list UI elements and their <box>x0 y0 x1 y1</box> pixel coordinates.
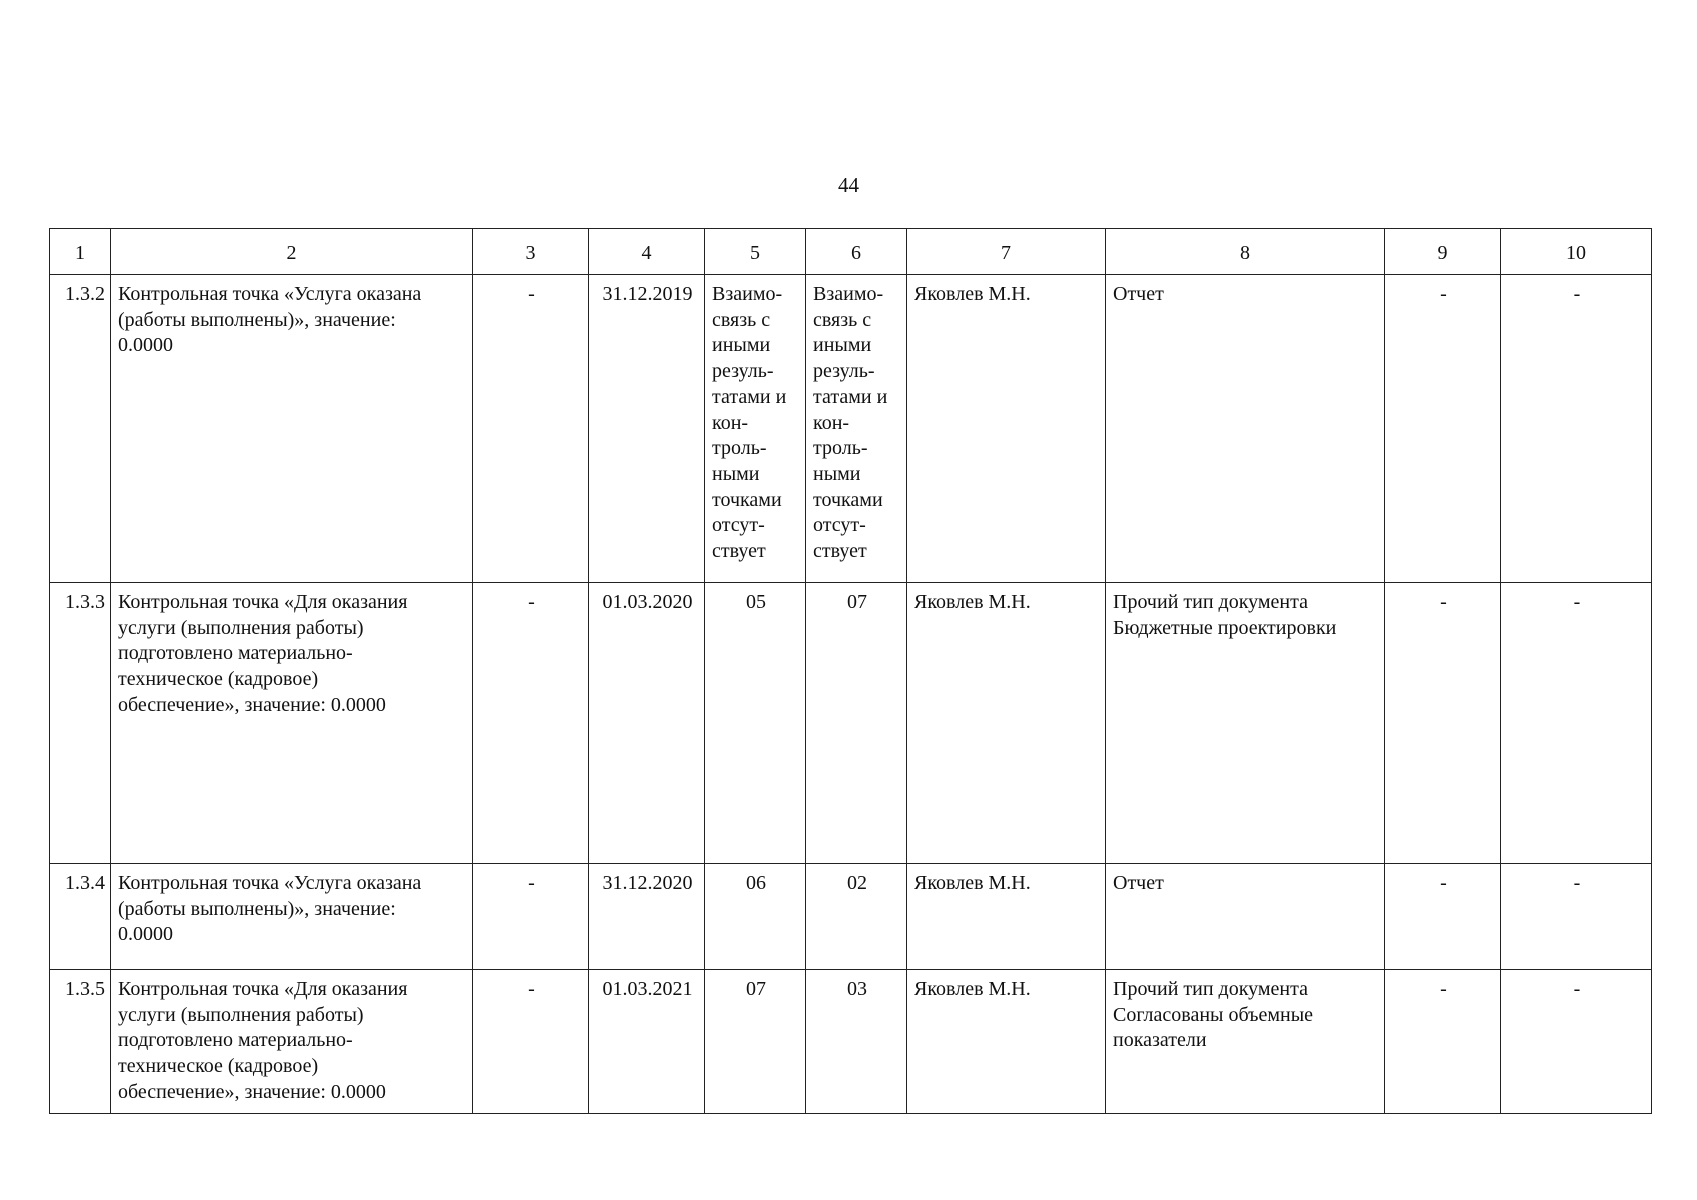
column-6-cell <box>806 583 907 864</box>
column-5-cell <box>705 275 806 583</box>
date-cell <box>589 970 705 1114</box>
column-6-cell <box>806 970 907 1114</box>
control-point-name-line: подготовлено материально- <box>118 1029 353 1052</box>
document-cell <box>1106 583 1385 864</box>
column-3-cell <box>473 864 589 970</box>
responsible-person: Яковлев М.Н. <box>914 283 1031 305</box>
row-number-cell <box>50 583 111 864</box>
row-number: 1.3.2 <box>65 283 105 305</box>
column-6-line: ствует <box>813 540 867 563</box>
column-9-cell <box>1385 583 1501 864</box>
date-cell <box>589 583 705 864</box>
column-5-line: резуль- <box>712 360 774 383</box>
control-point-name-line: Контрольная точка «Услуга оказана <box>118 872 422 894</box>
column-9-value: - <box>1440 283 1447 305</box>
column-6-line: кон- <box>813 411 850 434</box>
date-value: 31.12.2019 <box>602 283 693 305</box>
column-5-line: отсут- <box>712 514 765 537</box>
control-point-name-line: 0.0000 <box>118 923 173 946</box>
column-5-line: 05 <box>746 591 766 613</box>
row-number: 1.3.5 <box>65 978 105 1000</box>
control-point-name-line: Контрольная точка «Для оказания <box>118 591 408 613</box>
column-header: 10 <box>1501 229 1652 275</box>
control-point-name-line: (работы выполнены)», значение: <box>118 308 396 331</box>
table-row <box>50 275 1652 583</box>
column-9-cell <box>1385 275 1501 583</box>
document-type-line: Бюджетные проектировки <box>1113 616 1337 639</box>
column-6-line: отсут- <box>813 514 866 537</box>
column-9-cell <box>1385 864 1501 970</box>
column-10-cell <box>1501 864 1652 970</box>
column-3-cell <box>473 970 589 1114</box>
document-cell <box>1106 275 1385 583</box>
column-header: 2 <box>111 229 473 275</box>
date-value: 01.03.2020 <box>602 591 693 613</box>
column-3-value: - <box>528 978 535 1000</box>
responsible-person: Яковлев М.Н. <box>914 872 1031 894</box>
column-header: 4 <box>589 229 705 275</box>
column-9-value: - <box>1440 872 1447 894</box>
column-header: 1 <box>50 229 111 275</box>
date-value: 31.12.2020 <box>602 872 693 894</box>
date-value: 01.03.2021 <box>602 978 693 1000</box>
row-number-cell <box>50 970 111 1114</box>
column-5-line: связь с <box>712 308 771 331</box>
column-10-cell <box>1501 583 1652 864</box>
control-point-name-cell <box>111 275 473 583</box>
table-header-row <box>50 229 1652 275</box>
column-header: 9 <box>1385 229 1501 275</box>
column-header: 3 <box>473 229 589 275</box>
column-6-cell <box>806 275 907 583</box>
control-point-name-line: Контрольная точка «Услуга оказана <box>118 283 422 305</box>
column-5-line: иными <box>712 334 771 357</box>
control-points-table <box>49 228 1652 1114</box>
column-6-line: связь с <box>813 308 872 331</box>
column-6-line: ными <box>813 462 861 485</box>
control-point-name-line: Контрольная точка «Для оказания <box>118 978 408 1000</box>
row-number-cell <box>50 275 111 583</box>
document-cell <box>1106 864 1385 970</box>
column-header: 6 <box>806 229 907 275</box>
control-point-name-line: услуги (выполнения работы) <box>118 616 364 639</box>
column-5-line: 06 <box>746 872 766 894</box>
responsible-person: Яковлев М.Н. <box>914 591 1031 613</box>
column-3-cell <box>473 583 589 864</box>
row-number: 1.3.4 <box>65 872 105 894</box>
control-point-name-cell <box>111 970 473 1114</box>
column-header: 7 <box>907 229 1106 275</box>
column-header: 5 <box>705 229 806 275</box>
control-point-name-line: обеспечение», значение: 0.0000 <box>118 693 386 716</box>
column-5-line: троль- <box>712 437 767 460</box>
column-9-value: - <box>1440 591 1447 613</box>
column-10-cell <box>1501 970 1652 1114</box>
document-type-line: Согласованы объемные <box>1113 1003 1314 1026</box>
control-point-name-line: 0.0000 <box>118 334 173 357</box>
document-type-line: Отчет <box>1113 872 1164 894</box>
column-5-line: татами и <box>712 385 787 408</box>
page-number: 44 <box>838 173 859 197</box>
column-10-cell <box>1501 275 1652 583</box>
column-3-cell <box>473 275 589 583</box>
column-9-value: - <box>1440 978 1447 1000</box>
column-10-value: - <box>1573 872 1581 894</box>
control-point-name-line: (работы выполнены)», значение: <box>118 897 396 920</box>
control-point-name-line: техническое (кадровое) <box>118 668 319 691</box>
responsible-person: Яковлев М.Н. <box>914 978 1031 1000</box>
date-cell <box>589 864 705 970</box>
column-6-line: 07 <box>847 591 867 613</box>
column-6-line: 02 <box>847 872 867 894</box>
column-5-line: ствует <box>712 540 766 563</box>
column-6-line: иными <box>813 334 872 357</box>
column-6-line: троль- <box>813 437 868 460</box>
table-row <box>50 864 1652 970</box>
control-point-name-line: подготовлено материально- <box>118 642 353 665</box>
column-5-cell <box>705 864 806 970</box>
document-type-line: Прочий тип документа <box>1113 978 1308 1000</box>
column-6-line: 03 <box>847 978 867 1000</box>
column-6-line: резуль- <box>813 360 875 383</box>
column-10-value: - <box>1573 591 1581 613</box>
control-point-name-line: обеспечение», значение: 0.0000 <box>118 1080 386 1103</box>
row-number: 1.3.3 <box>65 591 105 613</box>
column-10-value: - <box>1573 283 1581 305</box>
column-5-line: точками <box>712 488 782 511</box>
responsible-cell <box>907 970 1106 1114</box>
column-header: 8 <box>1106 229 1385 275</box>
control-point-name-cell <box>111 864 473 970</box>
responsible-cell <box>907 583 1106 864</box>
column-3-value: - <box>528 872 535 894</box>
responsible-cell <box>907 275 1106 583</box>
column-5-cell <box>705 583 806 864</box>
column-3-value: - <box>528 591 535 613</box>
date-cell <box>589 275 705 583</box>
column-5-line: Взаимо- <box>712 283 783 305</box>
responsible-cell <box>907 864 1106 970</box>
column-5-line: 07 <box>746 978 766 1000</box>
control-point-name-cell <box>111 583 473 864</box>
column-5-line: кон- <box>712 411 749 434</box>
column-5-line: ными <box>712 462 760 485</box>
document-cell <box>1106 970 1385 1114</box>
control-point-name-line: услуги (выполнения работы) <box>118 1003 364 1026</box>
row-number-cell <box>50 864 111 970</box>
document-type-line: Прочий тип документа <box>1113 591 1308 613</box>
table-row <box>50 583 1652 864</box>
column-6-line: точками <box>813 488 883 511</box>
column-10-value: - <box>1573 978 1581 1000</box>
column-6-line: татами и <box>813 385 888 408</box>
control-point-name-line: техническое (кадровое) <box>118 1055 319 1078</box>
column-3-value: - <box>528 283 535 305</box>
column-5-cell <box>705 970 806 1114</box>
document-type-line: показатели <box>1113 1029 1207 1052</box>
column-6-line: Взаимо- <box>813 283 884 305</box>
document-type-line: Отчет <box>1113 283 1164 305</box>
column-6-cell <box>806 864 907 970</box>
table-row <box>50 970 1652 1114</box>
column-9-cell <box>1385 970 1501 1114</box>
